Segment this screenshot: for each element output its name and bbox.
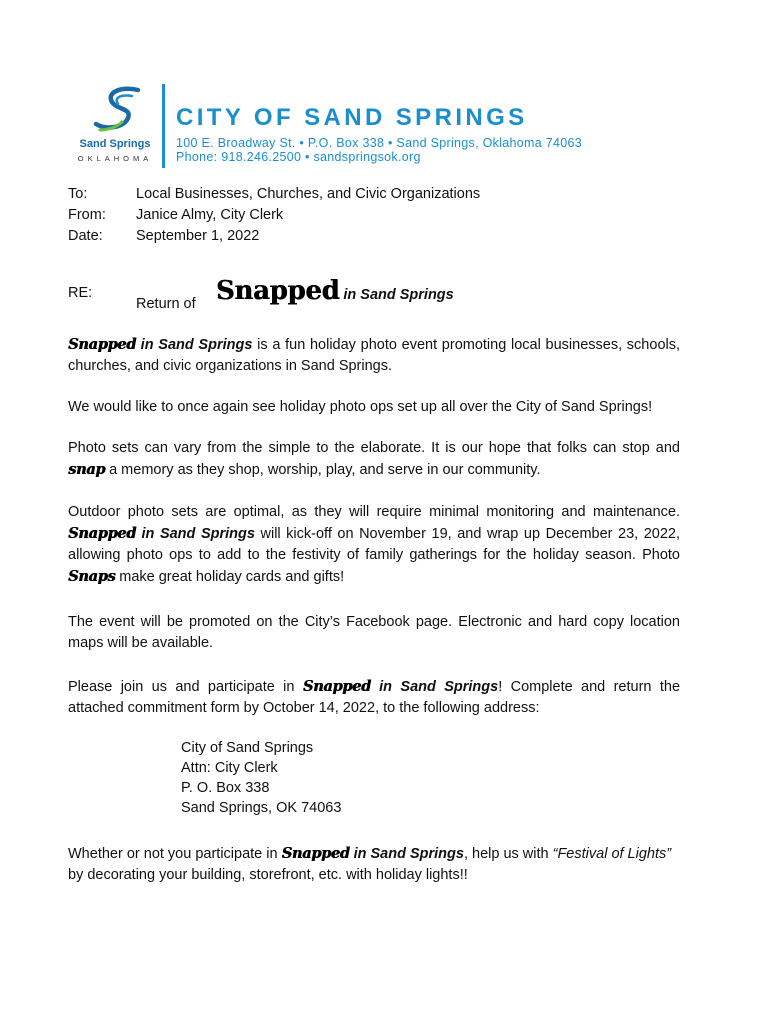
address-line-4: Sand Springs, OK 74063 <box>181 800 342 816</box>
photo-ops-text: We would like to once again see holiday photo ops set up all over the City of Sand Springs! <box>68 399 653 415</box>
outdoor-dates: will kick-off on November 19, and wrap up December 23, 2022, allowing photo ops to add to the festivity of family gatherings for the holiday season. Photo <box>68 526 681 563</box>
to-label: To: <box>68 186 88 202</box>
paragraph-intro <box>68 334 680 377</box>
address-line-3: P. O. Box 338 <box>181 780 270 796</box>
join-rest: ! Complete and return the attached commitment form by October 14, 2022, to the following address: <box>68 679 681 716</box>
intro-text: is a fun holiday photo event promoting local businesses, schools, churches, and civic organizations in Sand Springs. <box>68 337 681 374</box>
paragraph-festival <box>68 843 680 886</box>
address-line-2: Attn: City Clerk <box>181 760 278 776</box>
city-title: CITY OF SAND SPRINGS <box>176 104 528 131</box>
sand-springs-swoosh-icon <box>92 84 144 136</box>
city-logo <box>70 84 160 168</box>
from-value: Janice Almy, City Clerk <box>136 207 284 223</box>
re-label: RE: <box>68 285 93 301</box>
event-name: in Sand Springs <box>140 337 253 353</box>
to-value: Local Businesses, Churches, and Civic Organizations <box>136 186 481 202</box>
re-suffix: in Sand Springs <box>343 287 454 303</box>
date-value: September 1, 2022 <box>136 228 260 244</box>
outdoor-end: make great holiday cards and gifts! <box>119 569 345 585</box>
paragraph-outdoor <box>68 502 680 588</box>
paragraph-promotion <box>68 612 680 654</box>
festival-text: Whether or not you participate in <box>68 846 278 862</box>
event-name: in Sand Springs <box>379 679 499 695</box>
photo-sets-text: Photo sets can vary from the simple to the elaborate. It is our hope that folks can stop and <box>68 440 680 456</box>
city-contact: Phone: 918.246.2500 • sandspringsok.org <box>176 150 421 164</box>
re-value <box>136 276 454 312</box>
photo-sets-rest: a memory as they shop, worship, play, and serve in our community. <box>109 462 541 478</box>
paragraph-photo-sets <box>68 438 680 481</box>
brand-snapped: Snapped <box>281 845 350 862</box>
paragraph-join <box>68 676 680 719</box>
re-brand: Snapped <box>215 276 340 306</box>
promotion-text: The event will be promoted on the City’s Facebook page. Electronic and hard copy location maps will be available. <box>68 614 680 651</box>
re-prefix: Return of <box>136 296 196 312</box>
logo-city-name: Sand Springs <box>79 138 151 150</box>
letterhead-divider <box>162 84 165 168</box>
brand-snapped: Snapped <box>68 336 136 353</box>
brand-snaps: Snaps <box>68 568 116 585</box>
festival-name: “Festival of Lights” <box>552 846 672 862</box>
event-name: in Sand Springs <box>353 846 464 862</box>
logo-state-name: OKLAHOMA <box>77 154 153 163</box>
event-name: in Sand Springs <box>141 526 255 542</box>
from-label: From: <box>68 207 106 223</box>
address-line-1: City of Sand Springs <box>181 740 314 756</box>
date-label: Date: <box>68 228 103 244</box>
paragraph-photo-ops <box>68 397 680 418</box>
brand-snap: snap <box>68 461 106 478</box>
brand-snapped: Snapped <box>68 525 136 542</box>
festival-mid: , help us with <box>463 846 549 862</box>
city-address: 100 E. Broadway St. • P.O. Box 338 • Sand Springs, Oklahoma 74063 <box>176 136 583 150</box>
join-text: Please join us and participate in <box>68 679 295 695</box>
festival-end: by decorating your building, storefront, etc. with holiday lights!! <box>68 867 468 883</box>
mailing-address <box>181 738 341 818</box>
brand-snapped: Snapped <box>302 678 371 695</box>
outdoor-text: Outdoor photo sets are optimal, as they will require minimal monitoring and maintenance. <box>68 504 680 520</box>
